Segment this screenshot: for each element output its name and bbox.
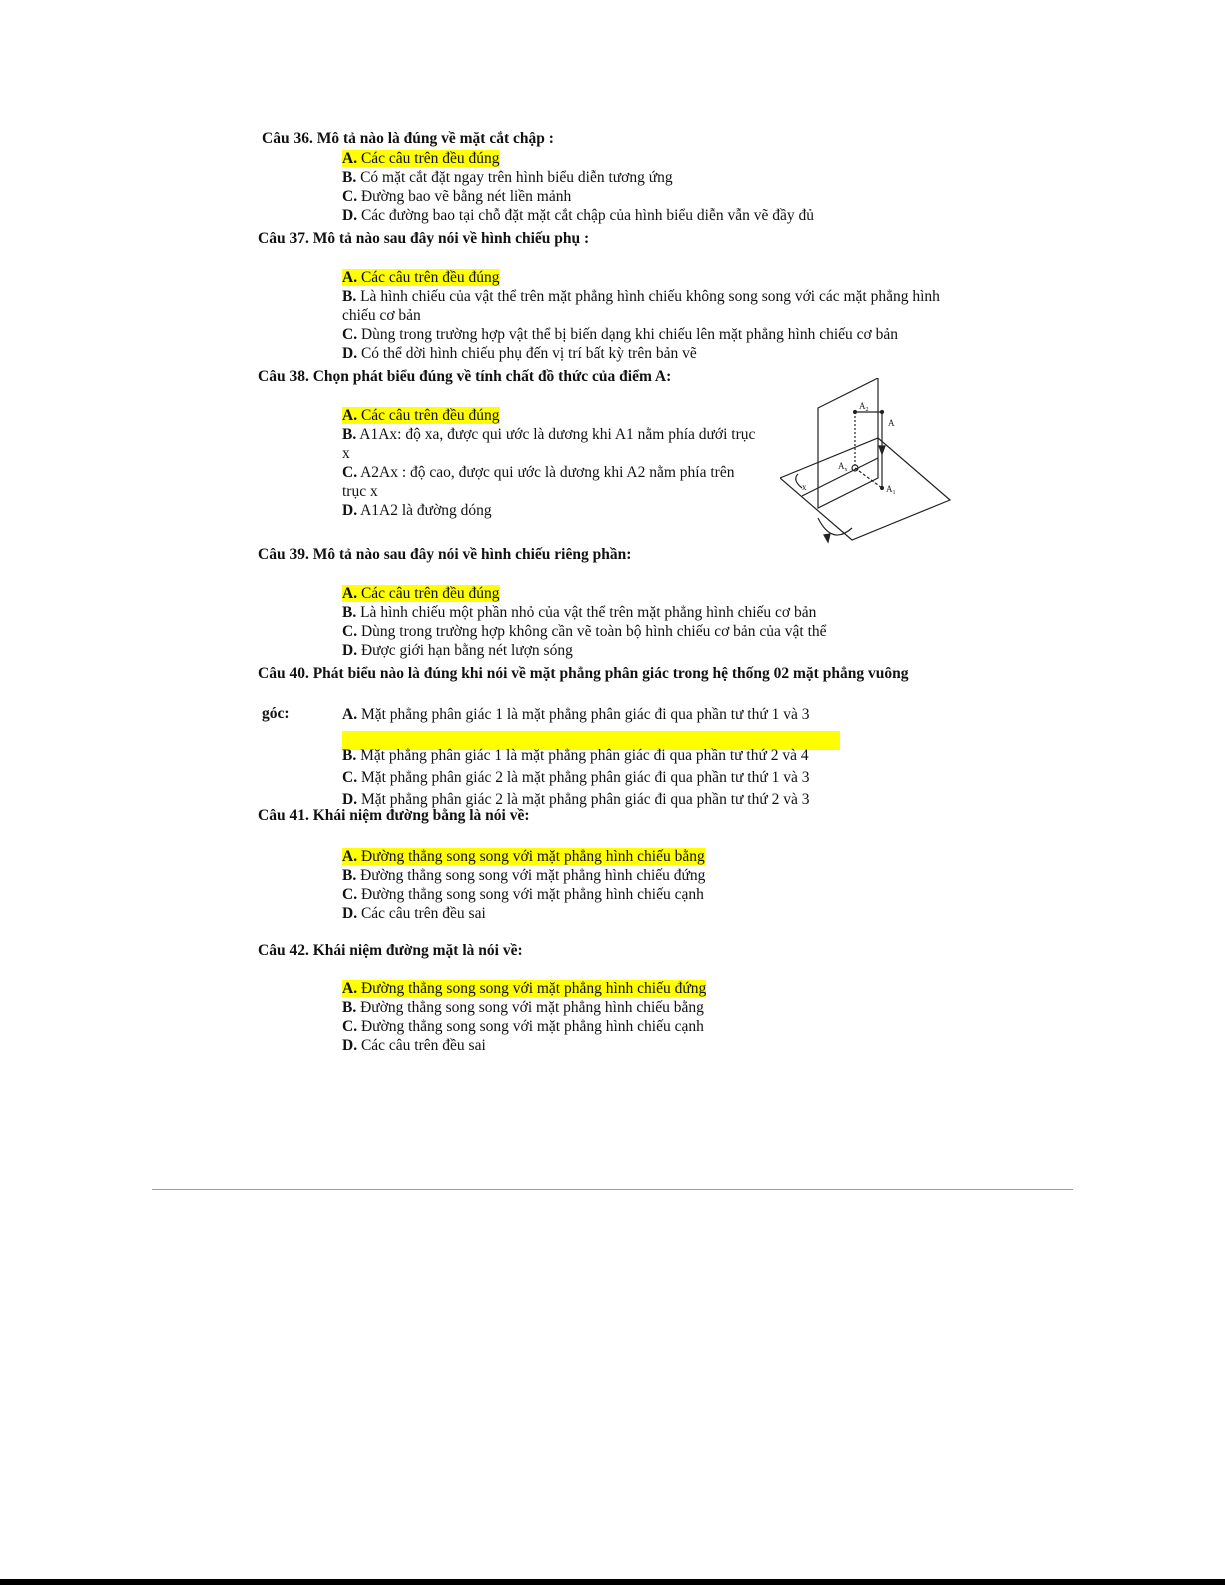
- question-41-title: Câu 41. Khái niệm đường bằng là nói về:: [258, 807, 530, 824]
- option-text: Các câu trên đều đúng: [360, 269, 500, 286]
- label-x: x: [802, 482, 807, 492]
- option-letter: C.: [342, 1018, 358, 1035]
- option-letter: B.: [342, 604, 357, 621]
- option-letter: C.: [342, 464, 358, 481]
- option-text: Các đường bao tại chỗ đặt mặt cắt chập của hình biểu diễn vẫn vẽ đầy đủ: [360, 207, 814, 224]
- q41-option-b: [342, 866, 705, 885]
- option-text: Có thể dời hình chiếu phụ đến vị trí bất kỳ trên bản vẽ: [360, 345, 697, 362]
- option-text: Đường thẳng song song với mặt phẳng hình chiếu bằng: [360, 848, 705, 865]
- option-letter: B.: [342, 867, 357, 884]
- q37-option-a: [342, 268, 500, 287]
- q38-option-b: [342, 425, 757, 463]
- label-a1: $A_1$: [886, 484, 896, 496]
- option-text: Là hình chiếu một phần nhỏ của vật thể trên mặt phẳng hình chiếu cơ bản: [360, 604, 817, 621]
- q36-option-a: [342, 149, 500, 168]
- option-letter: A.: [342, 585, 358, 602]
- q39-option-b: [342, 603, 816, 622]
- option-text: A1A2 là đường dóng: [360, 502, 492, 519]
- question-37-title: Câu 37. Mô tả nào sau đây nói về hình chiếu phụ :: [258, 230, 590, 247]
- option-text: Các câu trên đều đúng: [360, 150, 500, 167]
- option-text: Đường thẳng song song với mặt phẳng hình chiếu cạnh: [360, 1018, 704, 1035]
- q42-option-d: [342, 1036, 486, 1055]
- q40-option-c: [342, 768, 809, 787]
- q41-option-d: [342, 904, 486, 923]
- label-a2: $A_2$: [859, 401, 869, 413]
- q36-option-c: [342, 187, 571, 206]
- q42-option-c: [342, 1017, 704, 1036]
- page-divider: [152, 1189, 1073, 1190]
- q38-option-c: [342, 463, 742, 501]
- question-40-title: Câu 40. Phát biểu nào là đúng khi nói về mặt phẳng phân giác trong hệ thống 02 mặt phẳng vuông: [258, 665, 909, 682]
- projection-diagram: [780, 378, 960, 548]
- option-letter: A.: [342, 848, 358, 865]
- q40-option-b: [342, 746, 809, 765]
- option-text: Các câu trên đều đúng: [360, 585, 500, 602]
- label-ax: $A_x$: [838, 461, 848, 473]
- q42-option-b: [342, 998, 704, 1017]
- q39-option-d: [342, 641, 573, 660]
- option-text: Mặt phẳng phân giác 1 là mặt phẳng phân giác đi qua phần tư thứ 2 và 4: [360, 747, 809, 764]
- option-text: Mặt phẳng phân giác 2 là mặt phẳng phân giác đi qua phần tư thứ 2 và 3: [360, 791, 810, 808]
- option-letter: C.: [342, 326, 358, 343]
- q41-option-a: [342, 847, 705, 866]
- option-text: Dùng trong trường hợp không cần vẽ toàn bộ hình chiếu cơ bản của vật thể: [360, 623, 827, 640]
- question-42-title: Câu 42. Khái niệm đường mặt là nói về:: [258, 942, 523, 959]
- option-text: Là hình chiếu của vật thể trên mặt phẳng hình chiếu không song song với các mặt phẳng hình chiếu cơ bản: [342, 288, 940, 324]
- option-letter: C.: [342, 886, 358, 903]
- option-letter: D.: [342, 791, 358, 808]
- q39-option-c: [342, 622, 827, 641]
- q42-option-a: [342, 979, 706, 998]
- question-36-title: Câu 36. Mô tả nào là đúng về mặt cắt chập :: [262, 130, 554, 147]
- q38-option-d: [342, 501, 492, 520]
- option-text: A2Ax : độ cao, được qui ước là dương khi A2 nằm phía trên trục x: [342, 464, 735, 500]
- option-text: Đường thẳng song song với mặt phẳng hình chiếu đứng: [360, 980, 707, 997]
- q38-option-a: [342, 406, 500, 425]
- option-text: Các câu trên đều sai: [360, 905, 486, 922]
- option-text: Mặt phẳng phân giác 2 là mặt phẳng phân giác đi qua phần tư thứ 1 và 3: [360, 769, 810, 786]
- option-letter: D.: [342, 207, 358, 224]
- q40-option-a: [342, 705, 809, 724]
- q41-option-c: [342, 885, 704, 904]
- option-letter: A.: [342, 150, 358, 167]
- option-text: Các câu trên đều sai: [360, 1037, 486, 1054]
- option-letter: C.: [342, 769, 358, 786]
- q37-option-b: [342, 287, 942, 325]
- option-letter: C.: [342, 623, 358, 640]
- option-letter: B.: [342, 999, 357, 1016]
- vertical-plane: [818, 378, 878, 508]
- question-40-title-continued: góc:: [262, 705, 290, 722]
- option-letter: B.: [342, 747, 357, 764]
- page-bottom-border: [0, 1579, 1225, 1585]
- option-text: Có mặt cắt đặt ngay trên hình biểu diễn tương ứng: [360, 169, 673, 186]
- option-letter: C.: [342, 188, 358, 205]
- option-letter: D.: [342, 1037, 358, 1054]
- option-text: Đường thẳng song song với mặt phẳng hình chiếu bằng: [360, 999, 704, 1016]
- option-text: Mặt phẳng phân giác 1 là mặt phẳng phân giác đi qua phần tư thứ 1 và 3: [360, 706, 810, 723]
- option-letter: D.: [342, 642, 358, 659]
- option-text: Đường bao vẽ bằng nét liền mảnh: [360, 188, 572, 205]
- option-text: Đường thẳng song song với mặt phẳng hình chiếu cạnh: [360, 886, 704, 903]
- option-letter: A.: [342, 980, 358, 997]
- option-letter: A.: [342, 407, 358, 424]
- option-letter: A.: [342, 269, 358, 286]
- option-letter: D.: [342, 345, 358, 362]
- option-letter: B.: [342, 426, 357, 443]
- option-letter: B.: [342, 169, 357, 186]
- option-text: A1Ax: độ xa, được qui ước là dương khi A1 nằm phía dưới trục x: [342, 426, 756, 462]
- option-letter: B.: [342, 288, 357, 305]
- q36-option-b: [342, 168, 673, 187]
- rotation-arc-icon: [818, 518, 852, 535]
- label-a: A: [888, 418, 895, 428]
- option-letter: A.: [342, 706, 358, 723]
- option-text: Đường thẳng song song với mặt phẳng hình chiếu đứng: [360, 867, 706, 884]
- option-text: Dùng trong trường hợp vật thể bị biến dạng khi chiếu lên mặt phẳng hình chiếu cơ bản: [360, 326, 899, 343]
- q37-option-d: [342, 344, 697, 363]
- option-letter: D.: [342, 502, 358, 519]
- q36-option-d: [342, 206, 814, 225]
- question-39-title: Câu 39. Mô tả nào sau đây nói về hình chiếu riêng phần:: [258, 546, 632, 563]
- q39-option-a: [342, 584, 500, 603]
- option-text: Các câu trên đều đúng: [360, 407, 500, 424]
- option-text: Được giới hạn bằng nét lượn sóng: [360, 642, 573, 659]
- option-letter: D.: [342, 905, 358, 922]
- q37-option-c: [342, 325, 898, 344]
- question-38-title: Câu 38. Chọn phát biểu đúng về tính chất đồ thức của điểm A:: [258, 368, 672, 385]
